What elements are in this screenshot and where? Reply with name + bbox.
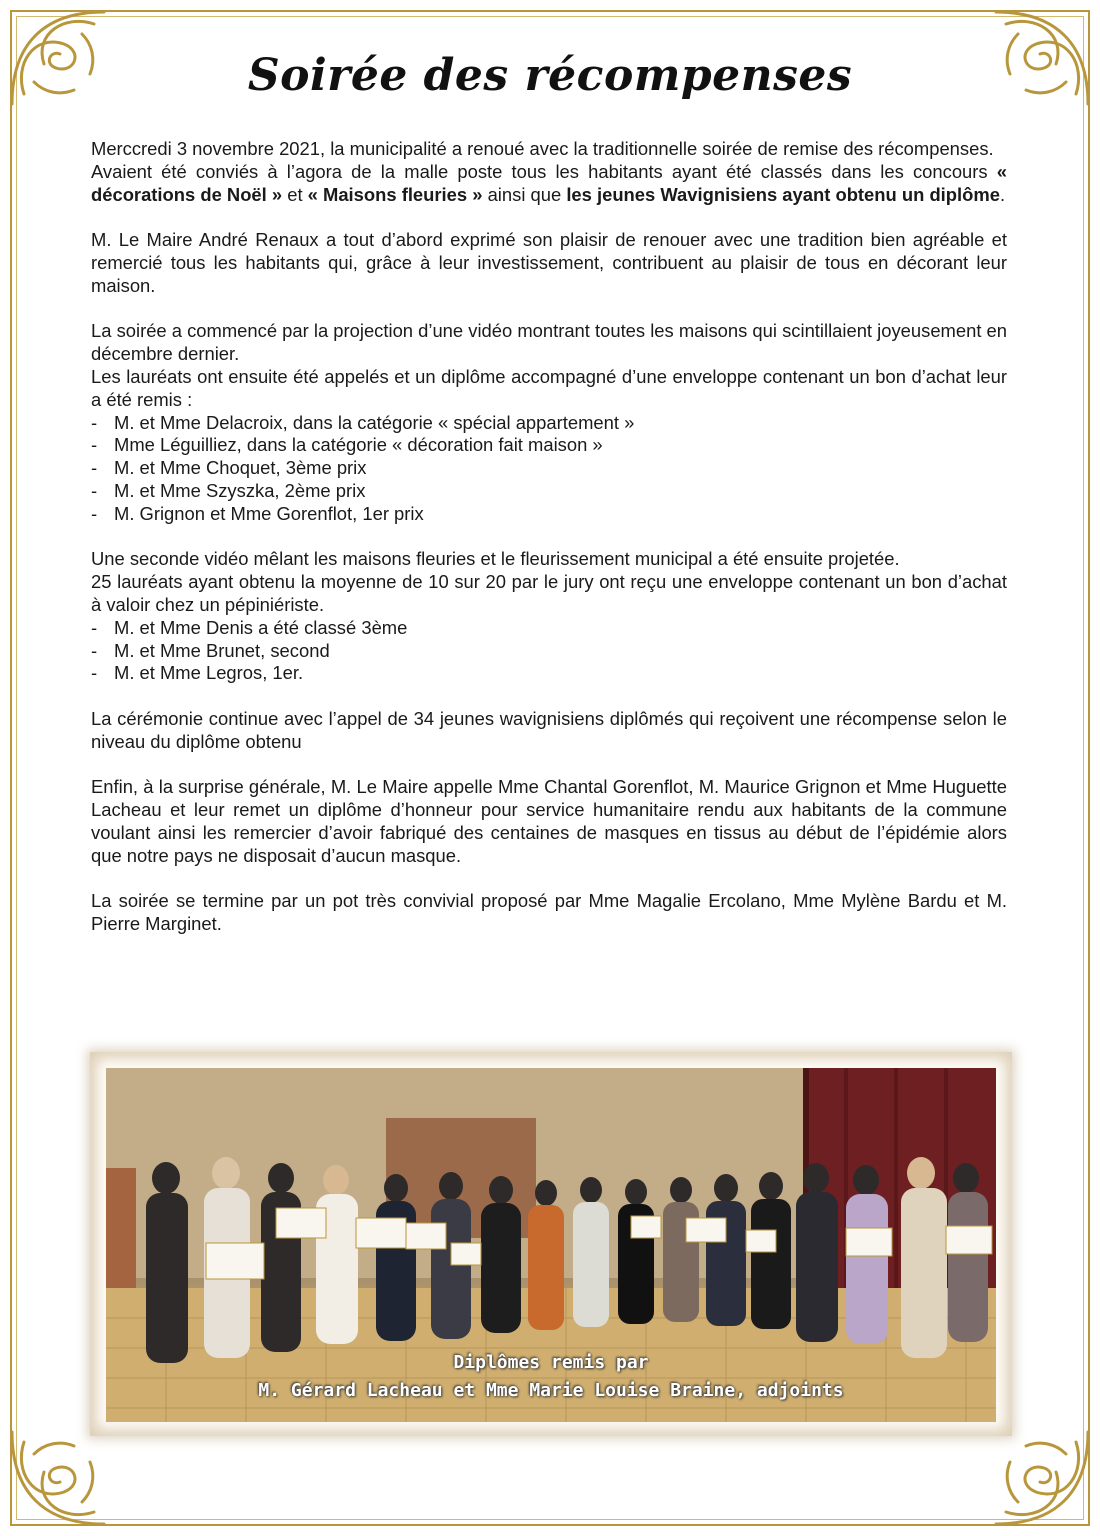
noel-video-paragraph: La soirée a commencé par la projection d’une vidéo montrant toutes les maisons qui scintillaient joyeusement en décembre dernier. [91, 320, 1007, 365]
closing-paragraph: La soirée se termine par un pot très convivial proposé par Mme Magalie Ercolano, Mme Mylène Bardu et M. Pierre Marginet. [91, 890, 1007, 935]
list-item: - M. et Mme Szyszka, 2ème prix [91, 480, 1007, 503]
noel-winners-list [91, 412, 1007, 526]
noel-laureats-paragraph: Les lauréats ont ensuite été appelés et un diplôme accompagné d’une enveloppe contenant un bon d’achat leur a été remis : [91, 365, 1007, 410]
list-item: - M. et Mme Legros, 1er. [91, 662, 1007, 685]
list-item: - M. et Mme Denis a été classé 3ème [91, 617, 1007, 640]
text-run: ainsi que [482, 183, 567, 205]
list-item: - Mme Léguilliez, dans la catégorie « décoration fait maison » [91, 434, 1007, 457]
fleuries-laureats-paragraph: 25 lauréats ayant obtenu la moyenne de 10 sur 20 par le jury ont reçu une enveloppe contenant un bon d’achat à valoir chez un pépiniériste. [91, 571, 1007, 615]
bold-text: « Maisons fleuries » [307, 183, 483, 205]
fleuries-video-paragraph: Une seconde vidéo mêlant les maisons fleuries et le fleurissement municipal a été ensuite projetée. [91, 548, 900, 570]
intro-invitation-paragraph [91, 161, 1007, 207]
article-body [91, 138, 1007, 936]
page-title: Soirée des récompenses [247, 50, 853, 101]
text-run: et [282, 183, 308, 205]
photo-caption-line1: Diplômes remis par [453, 1352, 649, 1373]
list-item: - M. et Mme Brunet, second [91, 640, 1007, 663]
text-run: Avaient été conviés à l’agora de la malle poste tous les habitants ayant été classés dans les concours [91, 160, 997, 182]
list-item: - M. Grignon et Mme Gorenflot, 1er prix [91, 503, 1007, 526]
photo-frame [90, 1052, 1012, 1436]
ceremonie-paragraph: La cérémonie continue avec l’appel de 34 jeunes wavignisiens diplômés qui reçoivent une récompense selon le niveau du diplôme obtenu [91, 707, 1007, 752]
fleuries-winners-list [91, 617, 1007, 685]
photo-caption-line2: M. Gérard Lacheau et Mme Marie Louise Braine, adjoints [258, 1380, 844, 1401]
corner-ornament-icon [986, 1422, 1096, 1532]
list-item: - M. et Mme Choquet, 3ème prix [91, 457, 1007, 480]
intro-paragraph: Merccredi 3 novembre 2021, la municipalité a renoué avec la traditionnelle soirée de remise des récompenses. [91, 138, 994, 159]
maire-paragraph: M. Le Maire André Renaux a tout d’abord exprimé son plaisir de renouer avec une tradition bien agréable et remercié tous les habitants qui, grâce à leur investissement, contribuent au plaisir de tous en décorant leur maison. [91, 229, 1007, 296]
text-run: . [999, 183, 1006, 205]
group-photo [106, 1068, 996, 1422]
bold-text: les jeunes Wavignisiens ayant obtenu un diplôme [566, 183, 1000, 205]
bold-text: « décorations de Noël » [91, 160, 1007, 205]
list-item: - M. et Mme Delacroix, dans la catégorie « spécial appartement » [91, 412, 1007, 435]
corner-ornament-icon [4, 1422, 114, 1532]
surprise-paragraph: Enfin, à la surprise générale, M. Le Maire appelle Mme Chantal Gorenflot, M. Maurice Grignon et Mme Huguette Lacheau et leur remet un diplôme d’honneur pour service humanitaire rendu aux habitants de la commune voulant ainsi les remercier d’avoir fabriqué des centaines de masques en tissus au début de l’épidémie alors que notre pays ne disposait d’aucun masque. [91, 776, 1007, 866]
